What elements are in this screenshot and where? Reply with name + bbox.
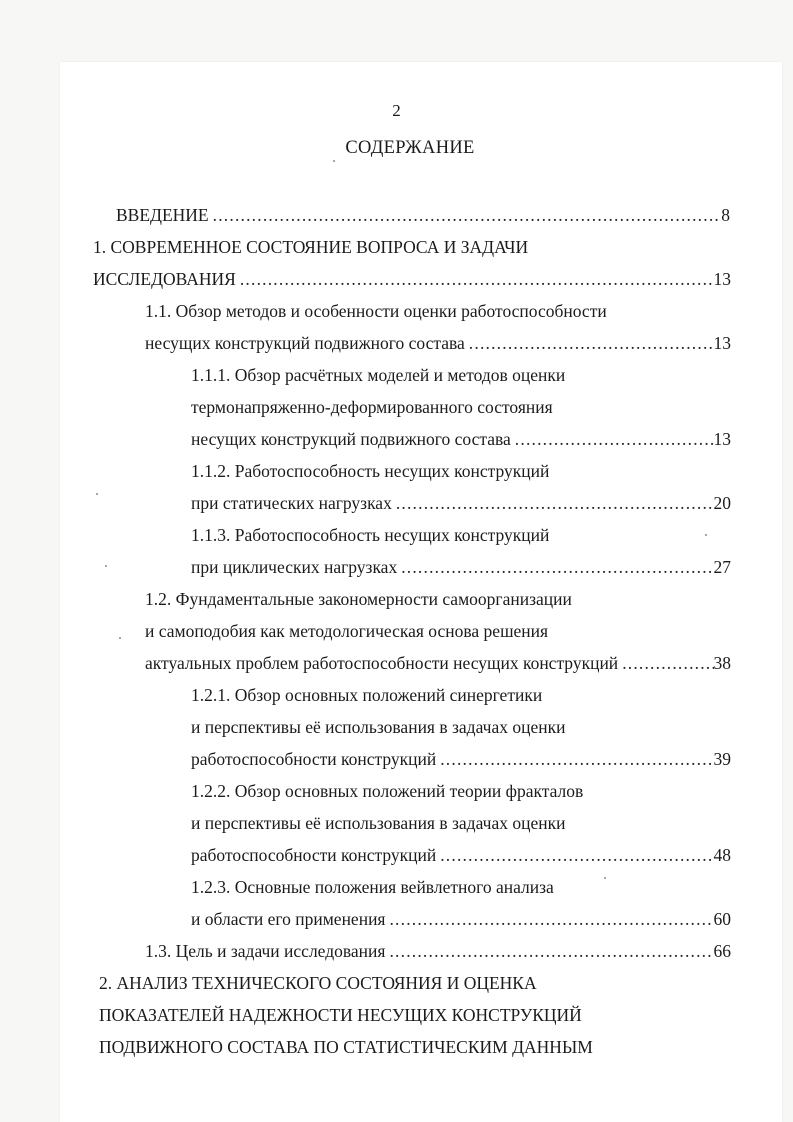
dot-leader — [397, 553, 713, 581]
toc-entry-page: 8 — [721, 205, 730, 225]
scan-speck — [105, 565, 107, 567]
toc-entry-page: 27 — [713, 557, 731, 577]
toc-entry-title: ВВЕДЕНИЕ — [116, 205, 209, 225]
dot-leader — [618, 649, 713, 677]
toc-entry-title: несущих конструкций подвижного состава — [191, 429, 511, 449]
dot-leader — [385, 937, 713, 965]
toc-entry-page: 48 — [713, 845, 731, 865]
toc-entry-1-3[interactable] — [145, 937, 731, 965]
toc-entry-1-1-1-line-2[interactable]: термонапряженно-деформированного состояния — [191, 397, 553, 417]
scan-speck — [333, 160, 335, 162]
dot-leader — [209, 201, 722, 229]
dot-leader — [236, 265, 714, 293]
toc-entry-title: ИССЛЕДОВАНИЯ — [93, 269, 236, 289]
dot-leader — [436, 745, 713, 773]
scan-speck — [705, 534, 707, 536]
toc-entry-page: 13 — [713, 269, 731, 289]
toc-entry-1-1-1[interactable] — [191, 425, 731, 453]
page-number: 2 — [392, 101, 401, 120]
toc-entry-1-1-1-line-1[interactable]: 1.1.1. Обзор расчётных моделей и методов оценки — [191, 365, 566, 385]
toc-entry-1-2-1[interactable] — [191, 745, 731, 773]
toc-entry-1-2-3-line-1[interactable]: 1.2.3. Основные положения вейвлетного анализа — [191, 877, 554, 897]
toc-entry-1-2-1-line-1[interactable]: 1.2.1. Обзор основных положений синергетики — [191, 685, 543, 705]
dot-leader — [385, 905, 713, 933]
toc-entry-chapter-1[interactable] — [93, 265, 731, 293]
toc-entry-title: актуальных проблем работоспособности несущих конструкций — [145, 653, 619, 673]
toc-entry-introduction[interactable] — [116, 201, 730, 229]
toc-entry-title: работоспособности конструкций — [191, 749, 437, 769]
toc-entry-1-2-2-line-1[interactable]: 1.2.2. Обзор основных положений теории фракталов — [191, 781, 584, 801]
toc-entry-1-1-2[interactable] — [191, 489, 731, 517]
toc-entry-1-1-3[interactable] — [191, 553, 731, 581]
toc-entry-title: несущих конструкций подвижного состава — [145, 333, 465, 353]
toc-entry-1-2-line-1[interactable]: 1.2. Фундаментальные закономерности самоорганизации — [145, 589, 572, 609]
toc-entry-1-1-3-line-1[interactable]: 1.1.3. Работоспособность несущих конструкций — [191, 525, 550, 545]
dot-leader — [511, 425, 714, 453]
toc-entry-1-2-1-line-2[interactable]: и перспективы её использования в задачах оценки — [191, 717, 566, 737]
toc-entry-chapter-2-line-3[interactable]: ПОДВИЖНОГО СОСТАВА ПО СТАТИСТИЧЕСКИМ ДАННЫМ — [99, 1037, 593, 1057]
toc-entry-page: 13 — [713, 429, 731, 449]
dot-leader — [465, 329, 714, 357]
toc-entry-1-2[interactable] — [145, 649, 731, 677]
toc-entry-1-2-3[interactable] — [191, 905, 731, 933]
dot-leader — [392, 489, 714, 517]
toc-entry-title: 1.3. Цель и задачи исследования — [145, 941, 386, 961]
toc-entry-chapter-2-line-2[interactable]: ПОКАЗАТЕЛЕЙ НАДЕЖНОСТИ НЕСУЩИХ КОНСТРУКЦИЙ — [99, 1005, 582, 1025]
toc-entry-1-1[interactable] — [145, 329, 731, 357]
scan-speck — [119, 637, 121, 639]
toc-entry-chapter-1-line-1[interactable]: 1. СОВРЕМЕННОЕ СОСТОЯНИЕ ВОПРОСА И ЗАДАЧИ — [93, 237, 529, 257]
page-title: СОДЕРЖАНИЕ — [345, 138, 475, 158]
toc-entry-title: работоспособности конструкций — [191, 845, 437, 865]
toc-entry-title: при циклических нагрузках — [191, 557, 398, 577]
toc-entry-1-2-2-line-2[interactable]: и перспективы её использования в задачах оценки — [191, 813, 566, 833]
toc-entry-title: при статических нагрузках — [191, 493, 392, 513]
toc-entry-1-2-2[interactable] — [191, 841, 731, 869]
toc-entry-page: 38 — [713, 653, 731, 673]
toc-entry-page: 66 — [713, 941, 731, 961]
toc-entry-1-2-line-2[interactable]: и самоподобия как методологическая основа решения — [145, 621, 549, 641]
toc-entry-chapter-2-line-1[interactable]: 2. АНАЛИЗ ТЕХНИЧЕСКОГО СОСТОЯНИЯ И ОЦЕНКА — [99, 973, 537, 993]
dot-leader — [436, 841, 713, 869]
scan-speck — [96, 493, 98, 495]
toc-entry-page: 20 — [713, 493, 731, 513]
toc-entry-page: 13 — [713, 333, 731, 353]
toc-entry-1-1-2-line-1[interactable]: 1.1.2. Работоспособность несущих конструкций — [191, 461, 550, 481]
toc-entry-1-1-line-1[interactable]: 1.1. Обзор методов и особенности оценки работоспособности — [145, 301, 607, 321]
toc-entry-page: 60 — [713, 909, 731, 929]
scan-speck — [604, 877, 606, 879]
toc-entry-title: и области его применения — [191, 909, 386, 929]
toc-entry-page: 39 — [713, 749, 731, 769]
